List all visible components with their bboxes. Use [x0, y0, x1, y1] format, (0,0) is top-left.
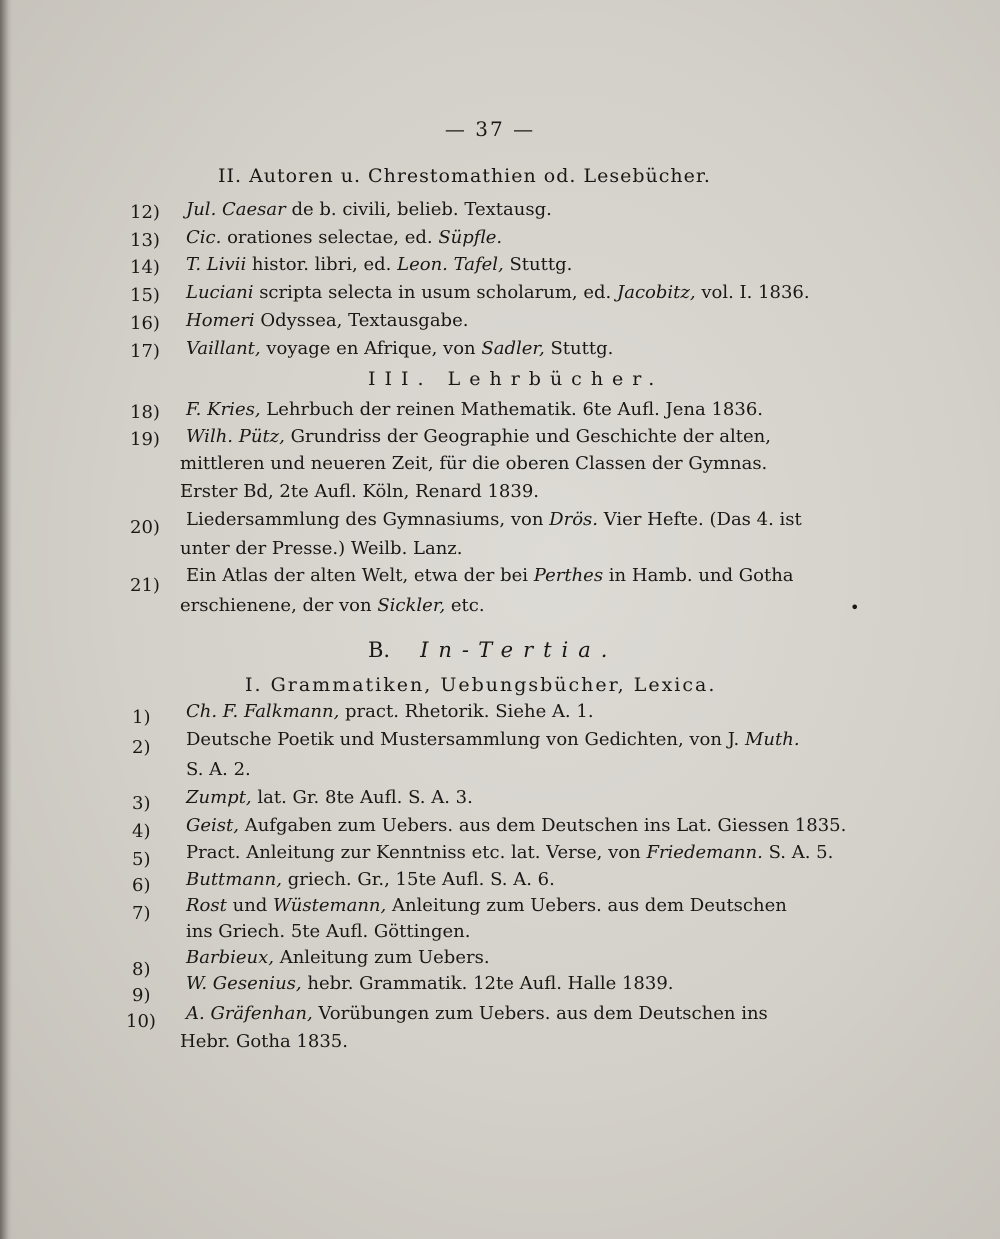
entry-text: Homeri Odyssea, Textausgabe.	[186, 310, 469, 331]
entry-number: 1)	[132, 707, 151, 728]
entry-author: Buttmann,	[186, 869, 282, 890]
entry-author: Sickler,	[377, 595, 446, 616]
entry-number: 2)	[132, 737, 151, 758]
entry-number: 10)	[126, 1011, 156, 1032]
entry-number: 18)	[130, 402, 160, 423]
entry-author: Wüstemann,	[273, 895, 387, 916]
entry-number: 14)	[130, 257, 160, 278]
entry-number: 3)	[132, 793, 151, 814]
entry-number: 19)	[130, 429, 160, 450]
section-b-heading: B. In-Tertia.	[368, 638, 618, 662]
entry-number: 16)	[130, 313, 160, 334]
entry-text: Liedersammlung des Gymnasiums, von Drös. Vier Hefte. (Das 4. ist	[186, 509, 802, 530]
entry-author: Rost	[186, 895, 227, 916]
entry-text: Jul. Caesar de b. civili, belieb. Textausg.	[186, 199, 552, 220]
section-iii-heading: III. Lehrbücher.	[368, 368, 664, 390]
entry-text: Cic. orationes selectae, ed. Süpfle.	[186, 227, 503, 248]
entry-text: Buttmann, griech. Gr., 15te Aufl. S. A. 6.	[186, 869, 555, 890]
section-b-subheading: I. Grammatiken, Uebungsbücher, Lexica.	[245, 674, 717, 696]
entry-number: 20)	[130, 517, 160, 538]
book-spine-shadow	[0, 0, 12, 1239]
entry-author: A. Gräfenhan,	[186, 1003, 313, 1024]
ink-speck: •	[850, 598, 860, 617]
entry-text: W. Gesenius, hebr. Grammatik. 12te Aufl. Halle 1839.	[186, 973, 674, 994]
entry-text: Vaillant, voyage en Afrique, von Sadler, Stuttg.	[186, 338, 614, 359]
entry-continuation: Hebr. Gotha 1835.	[180, 1031, 348, 1052]
entry-continuation: ins Griech. 5te Aufl. Göttingen.	[186, 921, 471, 942]
entry-author: Vaillant,	[186, 338, 261, 359]
entry-author: W. Gesenius,	[186, 973, 302, 994]
entry-editor: Süpfle.	[438, 227, 503, 248]
entry-text: Rost und Wüstemann, Anleitung zum Uebers. aus dem Deutschen	[186, 895, 787, 916]
entry-text: Luciani scripta selecta in usum scholarum, ed. Jacobitz, vol. I. 1836.	[186, 282, 810, 303]
entry-number: 15)	[130, 285, 160, 306]
entry-editor: Jacobitz,	[617, 282, 696, 303]
entry-number: 7)	[132, 903, 151, 924]
entry-number: 17)	[130, 341, 160, 362]
entry-author: Homeri	[186, 310, 255, 331]
entry-author: Zumpt,	[186, 787, 252, 808]
entry-author: Drös.	[549, 509, 599, 530]
entry-author: F. Kries,	[186, 399, 261, 420]
entry-editor: Leon. Tafel,	[397, 254, 504, 275]
entry-continuation: mittleren und neueren Zeit, für die oberen Classen der Gymnas.	[180, 453, 768, 474]
entry-author: Barbieux,	[186, 947, 274, 968]
entry-continuation: erschienene, der von Sickler, etc.	[180, 595, 485, 616]
page-number: — 37 —	[444, 117, 536, 141]
entry-text: Zumpt, lat. Gr. 8te Aufl. S. A. 3.	[186, 787, 473, 808]
entry-author: Cic.	[186, 227, 222, 248]
entry-author: Wilh. Pütz,	[186, 426, 285, 447]
entry-text: Deutsche Poetik und Mustersammlung von Gedichten, von J. Muth.	[186, 729, 800, 750]
section-ii-heading: II. Autoren u. Chrestomathien od. Lesebücher.	[218, 165, 711, 187]
entry-continuation: S. A. 2.	[186, 759, 251, 780]
entry-continuation: unter der Presse.) Weilb. Lanz.	[180, 538, 463, 559]
entry-number: 5)	[132, 849, 151, 870]
entry-text: F. Kries, Lehrbuch der reinen Mathematik. 6te Aufl. Jena 1836.	[186, 399, 763, 420]
entry-number: 21)	[130, 575, 160, 596]
entry-number: 6)	[132, 875, 151, 896]
entry-text: Pract. Anleitung zur Kenntniss etc. lat. Verse, von Friedemann. S. A. 5.	[186, 842, 834, 863]
entry-text: Geist, Aufgaben zum Uebers. aus dem Deutschen ins Lat. Giessen 1835.	[186, 815, 847, 836]
entry-text: Wilh. Pütz, Grundriss der Geographie und Geschichte der alten,	[186, 426, 771, 447]
entry-text: Barbieux, Anleitung zum Uebers.	[186, 947, 490, 968]
entry-text: A. Gräfenhan, Vorübungen zum Uebers. aus dem Deutschen ins	[186, 1003, 768, 1024]
entry-number: 9)	[132, 985, 151, 1006]
entry-number: 8)	[132, 959, 151, 980]
entry-author: Ch. F. Falkmann,	[186, 701, 340, 722]
entry-text: Ch. F. Falkmann, pract. Rhetorik. Siehe A. 1.	[186, 701, 594, 722]
entry-author: Perthes	[533, 565, 604, 586]
entry-number: 12)	[130, 202, 160, 223]
entry-text: Ein Atlas der alten Welt, etwa der bei Perthes in Hamb. und Gotha	[186, 565, 794, 586]
entry-author: Friedemann.	[646, 842, 763, 863]
entry-continuation: Erster Bd, 2te Aufl. Köln, Renard 1839.	[180, 481, 539, 502]
entry-author: Jul. Caesar	[186, 199, 286, 220]
entry-author: Muth.	[744, 729, 800, 750]
entry-editor: Sadler,	[481, 338, 545, 359]
entry-text: T. Livii histor. libri, ed. Leon. Tafel, Stuttg.	[186, 254, 573, 275]
entry-author: Geist,	[186, 815, 239, 836]
entry-author: T. Livii	[186, 254, 247, 275]
entry-number: 4)	[132, 821, 151, 842]
entry-number: 13)	[130, 230, 160, 251]
entry-author: Luciani	[186, 282, 254, 303]
